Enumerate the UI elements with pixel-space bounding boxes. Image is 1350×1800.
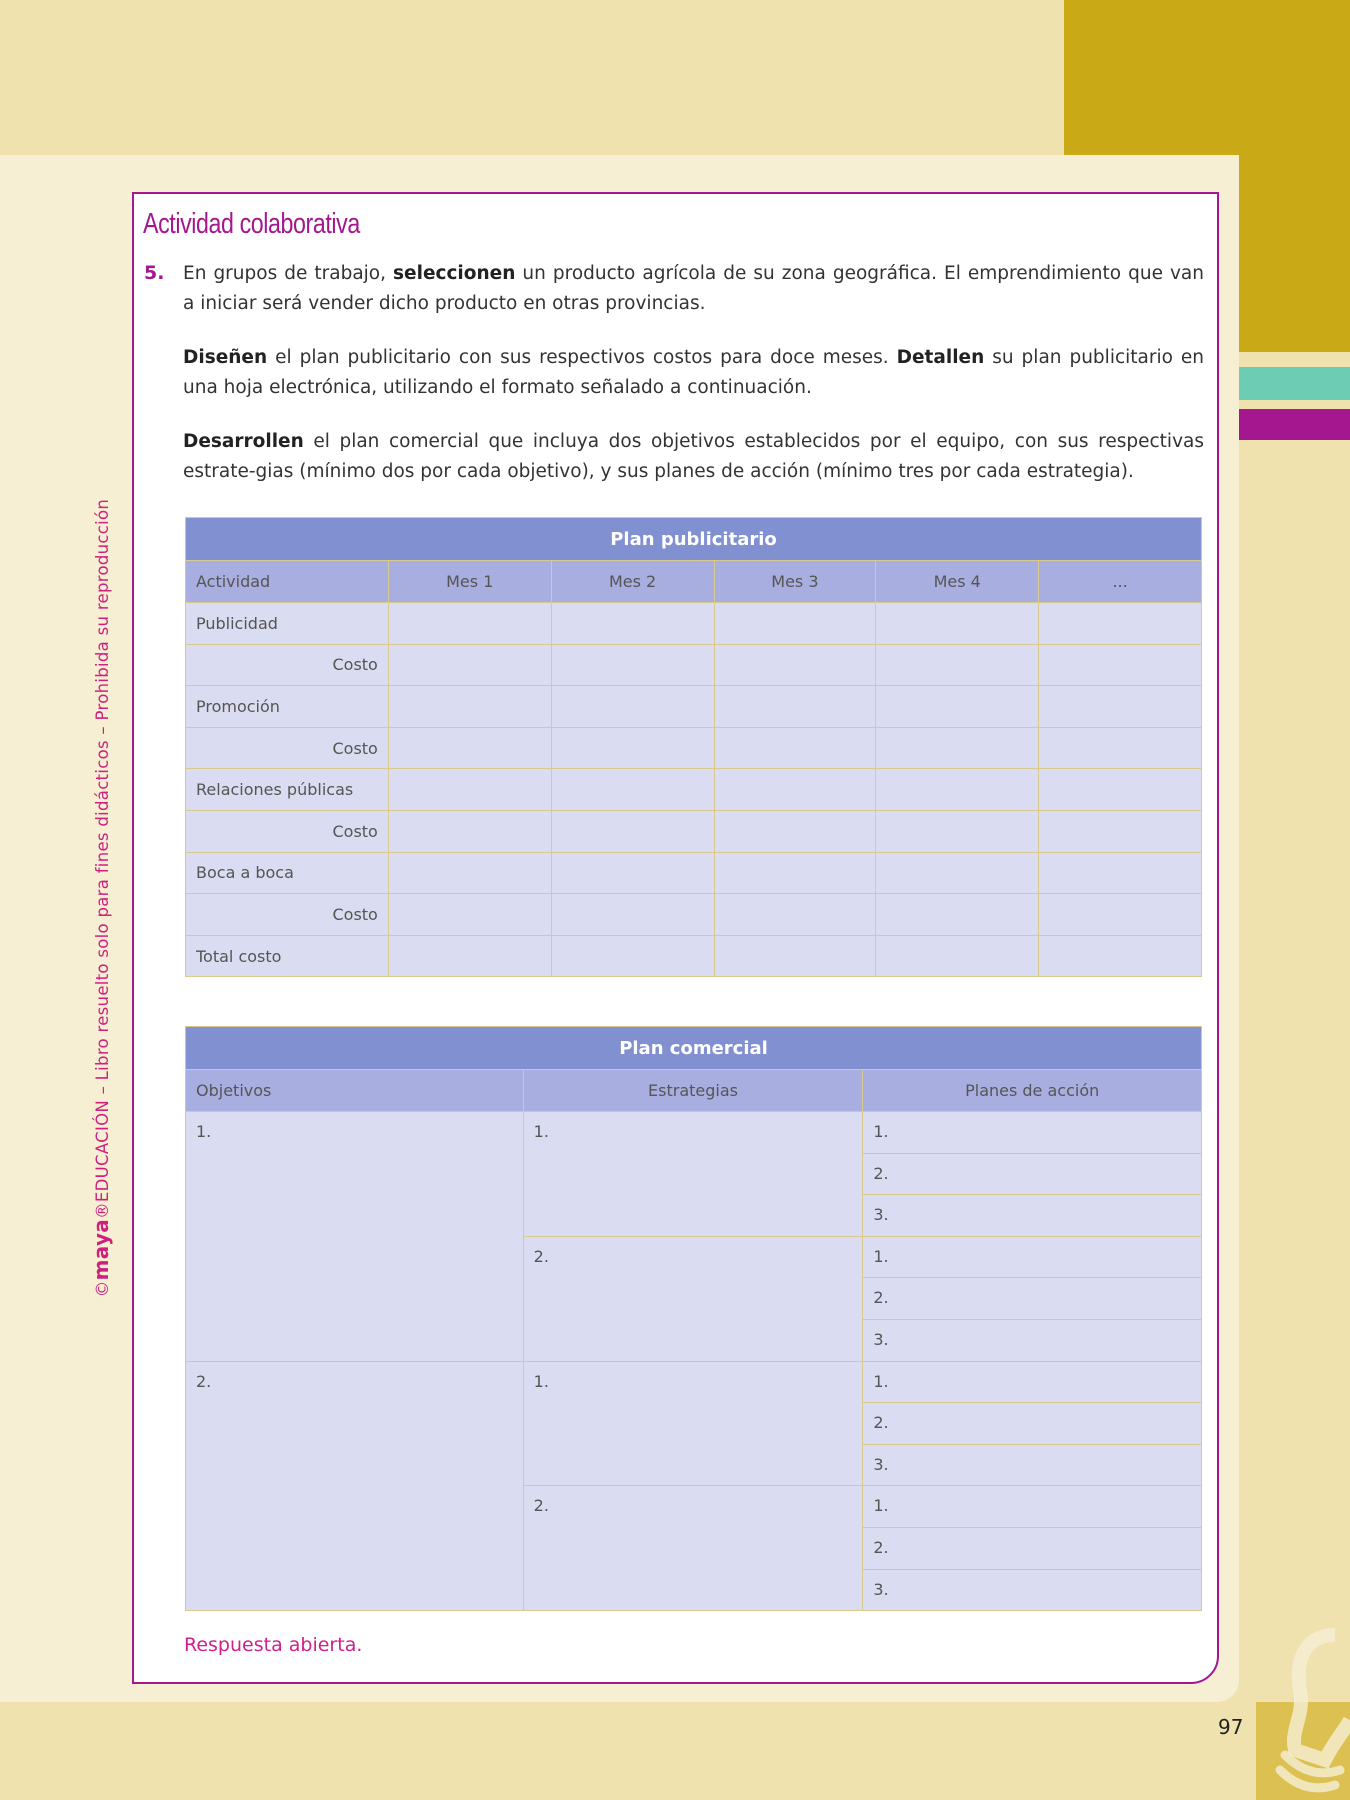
table-row bbox=[186, 852, 1202, 894]
text-run: En grupos de trabajo, bbox=[183, 263, 394, 284]
empty-cell bbox=[388, 769, 551, 811]
column-header: Mes 3 bbox=[714, 561, 876, 603]
action-cell: 1. bbox=[863, 1112, 1202, 1154]
empty-cell bbox=[1039, 852, 1202, 894]
column-header: Mes 1 bbox=[388, 561, 551, 603]
empty-cell bbox=[714, 894, 876, 936]
activity-title: Actividad colaborativa bbox=[143, 208, 360, 240]
empty-cell bbox=[876, 686, 1039, 728]
row-label: Costo bbox=[186, 894, 389, 936]
table-title: Plan comercial bbox=[186, 1027, 1202, 1070]
answer-text: Respuesta abierta. bbox=[184, 1634, 363, 1656]
empty-cell bbox=[714, 686, 876, 728]
paragraph-3 bbox=[183, 427, 1204, 487]
empty-cell bbox=[1039, 686, 1202, 728]
table-row bbox=[186, 603, 1202, 645]
empty-cell bbox=[714, 644, 876, 686]
column-header: Estrategias bbox=[523, 1070, 863, 1112]
empty-cell bbox=[388, 810, 551, 852]
copyright-side-note: ©maya®EDUCACIÓN – Libro resuelto solo para fines didácticos – Prohibida su reproducción bbox=[89, 498, 113, 1298]
empty-cell bbox=[551, 603, 714, 645]
row-label: Relaciones públicas bbox=[186, 769, 389, 811]
text-run: el plan comercial que incluya dos objetivos establecidos por el equipo, con sus respectivas estrate-gias (mínimo dos por cada objetivo), y sus planes de acción (mínimo tres por cada estrategia). bbox=[183, 431, 1204, 482]
decor-magenta-tab bbox=[1239, 409, 1350, 440]
column-header: Mes 4 bbox=[876, 561, 1039, 603]
emphasis-verb: Diseñen bbox=[183, 347, 268, 368]
decor-teal-tab bbox=[1239, 367, 1350, 400]
empty-cell bbox=[714, 769, 876, 811]
empty-cell bbox=[876, 603, 1039, 645]
objective-cell: 2. bbox=[186, 1361, 524, 1611]
action-cell: 2. bbox=[863, 1278, 1202, 1320]
empty-cell bbox=[714, 852, 876, 894]
empty-cell bbox=[876, 852, 1039, 894]
empty-cell bbox=[876, 935, 1039, 977]
empty-cell bbox=[388, 852, 551, 894]
row-label: Costo bbox=[186, 644, 389, 686]
empty-cell bbox=[714, 935, 876, 977]
empty-cell bbox=[1039, 894, 1202, 936]
row-label: Costo bbox=[186, 727, 389, 769]
objective-cell: 1. bbox=[186, 1112, 524, 1362]
empty-cell bbox=[551, 686, 714, 728]
empty-cell bbox=[1039, 810, 1202, 852]
paragraph-2 bbox=[183, 343, 1204, 403]
empty-cell bbox=[388, 644, 551, 686]
strategy-cell: 1. bbox=[523, 1361, 863, 1486]
action-cell: 1. bbox=[863, 1486, 1202, 1528]
text-run: un producto agrícola de su zona geográfica. El emprendimiento que van a iniciar será vender dicho producto en otras provincias. bbox=[183, 263, 1204, 314]
text-run: el plan publicitario con sus respectivos costos para doce meses. bbox=[267, 347, 897, 368]
row-label: Promoción bbox=[186, 686, 389, 728]
empty-cell bbox=[876, 727, 1039, 769]
column-header: ... bbox=[1039, 561, 1202, 603]
empty-cell bbox=[714, 603, 876, 645]
table-row bbox=[186, 894, 1202, 936]
empty-cell bbox=[876, 894, 1039, 936]
paragraph-1 bbox=[183, 259, 1204, 319]
row-label: Costo bbox=[186, 810, 389, 852]
page-number: 97 bbox=[1218, 1715, 1244, 1739]
column-header: Objetivos bbox=[186, 1070, 524, 1112]
empty-cell bbox=[876, 810, 1039, 852]
empty-cell bbox=[1039, 769, 1202, 811]
column-header: Actividad bbox=[186, 561, 389, 603]
lightbulb-icon bbox=[1250, 1620, 1350, 1800]
text-run: su plan publicitario en una hoja electrónica, utilizando el formato señalado a continuación. bbox=[183, 347, 1204, 398]
empty-cell bbox=[876, 644, 1039, 686]
empty-cell bbox=[388, 894, 551, 936]
empty-cell bbox=[388, 603, 551, 645]
empty-cell bbox=[1039, 727, 1202, 769]
action-cell: 3. bbox=[863, 1444, 1202, 1486]
empty-cell bbox=[551, 644, 714, 686]
strategy-cell: 1. bbox=[523, 1112, 863, 1237]
empty-cell bbox=[388, 686, 551, 728]
empty-cell bbox=[551, 894, 714, 936]
empty-cell bbox=[551, 727, 714, 769]
action-cell: 2. bbox=[863, 1403, 1202, 1445]
activity-number: 5. bbox=[144, 262, 165, 284]
table-row bbox=[186, 810, 1202, 852]
empty-cell bbox=[714, 727, 876, 769]
table-title: Plan publicitario bbox=[186, 518, 1202, 561]
row-label: Boca a boca bbox=[186, 852, 389, 894]
strategy-cell: 2. bbox=[523, 1236, 863, 1361]
table-row bbox=[186, 769, 1202, 811]
emphasis-verb: Detallen bbox=[896, 347, 985, 368]
emphasis-verb: seleccionen bbox=[393, 263, 516, 284]
row-label: Publicidad bbox=[186, 603, 389, 645]
emphasis-verb: Desarrollen bbox=[183, 431, 304, 452]
empty-cell bbox=[551, 852, 714, 894]
action-cell: 3. bbox=[863, 1569, 1202, 1611]
row-label: Total costo bbox=[186, 935, 389, 977]
empty-cell bbox=[876, 769, 1039, 811]
empty-cell bbox=[388, 727, 551, 769]
action-cell: 2. bbox=[863, 1527, 1202, 1569]
action-cell: 1. bbox=[863, 1361, 1202, 1403]
action-cell: 2. bbox=[863, 1153, 1202, 1195]
empty-cell bbox=[551, 935, 714, 977]
table-row bbox=[186, 1112, 1202, 1154]
empty-cell bbox=[714, 810, 876, 852]
empty-cell bbox=[551, 810, 714, 852]
strategy-cell: 2. bbox=[523, 1486, 863, 1611]
column-header: Planes de acción bbox=[863, 1070, 1202, 1112]
empty-cell bbox=[551, 769, 714, 811]
table-row bbox=[186, 935, 1202, 977]
table-row bbox=[186, 686, 1202, 728]
table-row bbox=[186, 644, 1202, 686]
empty-cell bbox=[1039, 935, 1202, 977]
plan-publicitario-table bbox=[185, 517, 1202, 977]
action-cell: 3. bbox=[863, 1319, 1202, 1361]
action-cell: 1. bbox=[863, 1236, 1202, 1278]
action-cell: 3. bbox=[863, 1195, 1202, 1237]
plan-comercial-table bbox=[185, 1026, 1202, 1611]
column-header: Mes 2 bbox=[551, 561, 714, 603]
empty-cell bbox=[388, 935, 551, 977]
empty-cell bbox=[1039, 644, 1202, 686]
empty-cell bbox=[1039, 603, 1202, 645]
table-row bbox=[186, 727, 1202, 769]
table-row bbox=[186, 1361, 1202, 1403]
